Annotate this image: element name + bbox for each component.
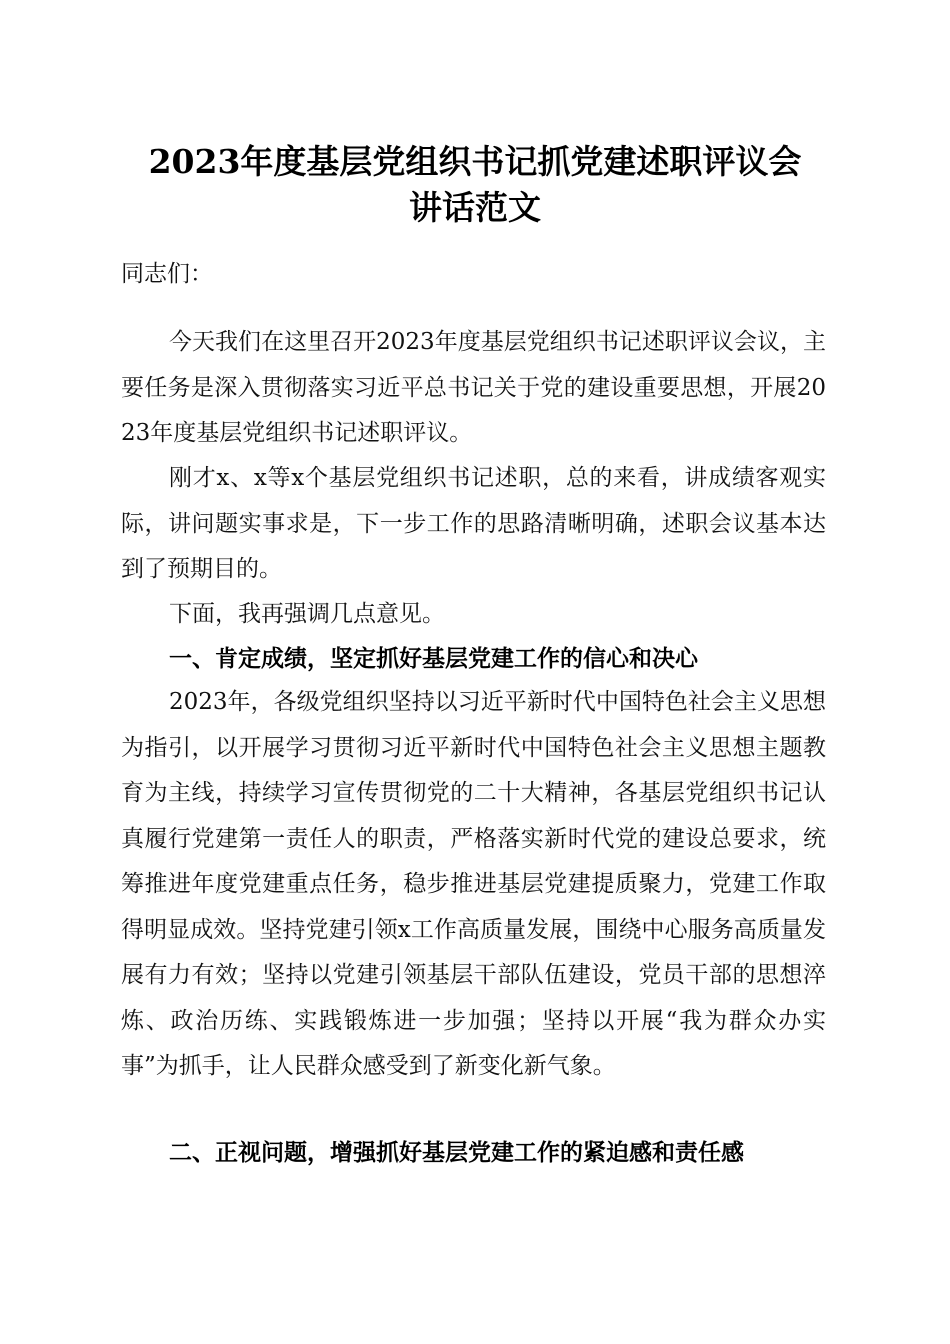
document-title-line-2: 讲话范文 bbox=[409, 188, 541, 227]
section-heading-1: 一、肯定成绩，坚定抓好基层党建工作的信心和决心 bbox=[169, 646, 698, 672]
section-heading-2: 二、正视问题，增强抓好基层党建工作的紧迫感和责任感 bbox=[169, 1140, 744, 1166]
salutation: 同志们： bbox=[121, 261, 213, 287]
paragraph-transition: 下面，我再强调几点意见。 bbox=[169, 601, 445, 627]
paragraph-summary: 刚才x、x等x个基层党组织书记述职，总的来看，讲成绩客观实际，讲问题实事求是，下一步工作的思路清晰明确，述职会议基本达到了预期目的。 bbox=[121, 465, 826, 582]
paragraph-intro: 今天我们在这里召开2023年度基层党组织书记述职评议会议，主要任务是深入贯彻落实习近平总书记关于党的建设重要思想，开展2023年度基层党组织书记述职评议。 bbox=[121, 329, 826, 446]
paragraph-achievements: 2023年，各级党组织坚持以习近平新时代中国特色社会主义思想为指引，以开展学习贯彻习近平新时代中国特色社会主义思想主题教育为主线，持续学习宣传贯彻党的二十大精神，各基层党组织书记认真履行党建第一责任人的职责，严格落实新时代党的建设总要求，统筹推进年度党建重点任务，稳步推进基层党建提质聚力，党建工作取得明显成效。坚持党建引领x工作高质量发展，围绕中心服务高质量发展有力有效；坚持以党建引领基层干部队伍建设，党员干部的思想淬炼、政治历练、实践锻炼进一步加强；坚持以开展“我为群众办实事”为抓手，让人民群众感受到了新变化新气象。 bbox=[121, 689, 826, 1079]
document-title-line-1: 2023年度基层党组织书记抓党建述职评议会 bbox=[148, 142, 802, 181]
